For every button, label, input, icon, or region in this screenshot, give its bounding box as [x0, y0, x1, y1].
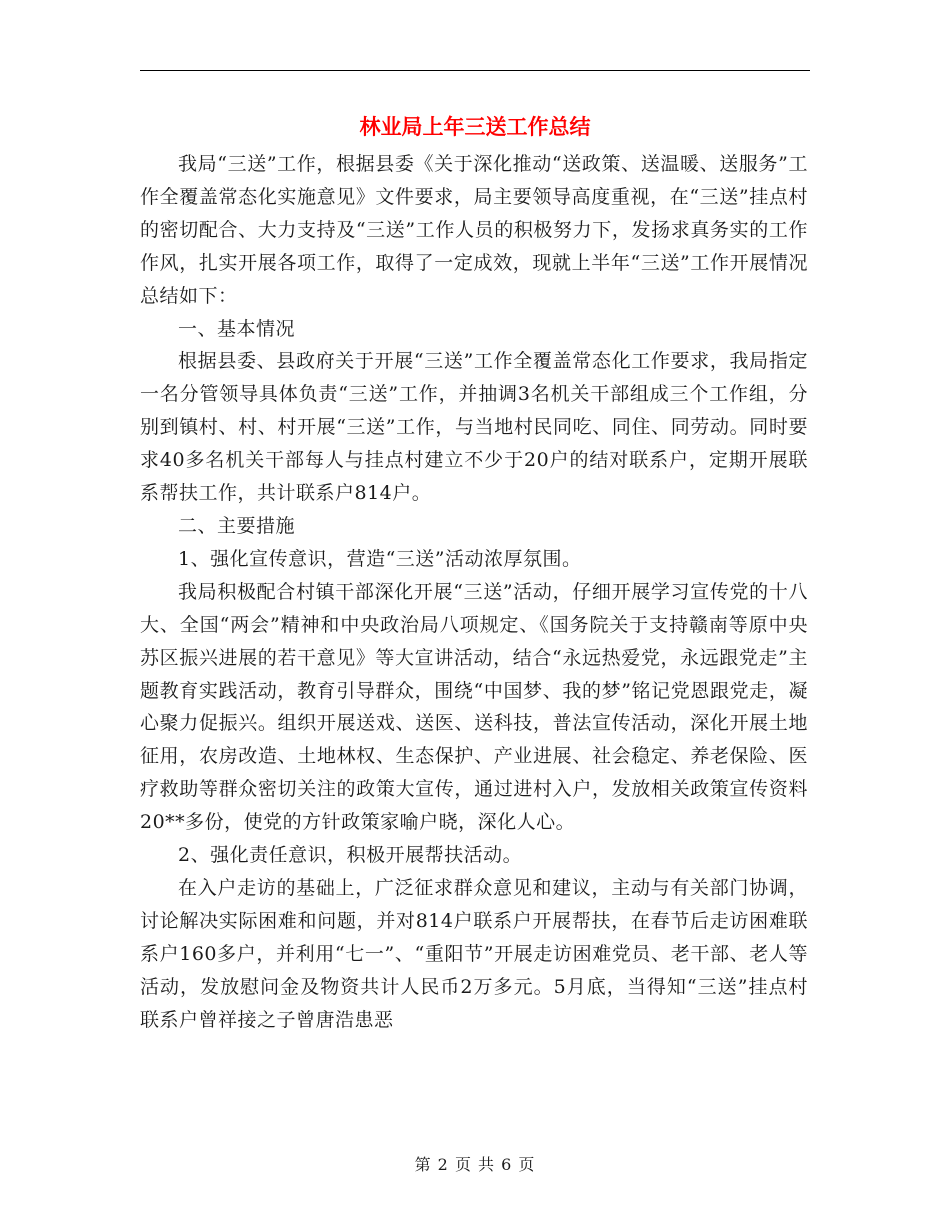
section-heading-basic-situation: 一、基本情况 — [178, 317, 296, 340]
section-heading-main-measures: 二、主要措施 — [178, 514, 296, 537]
paragraph-publicity: 我局积极配合村镇干部深化开展“三送”活动，仔细开展学习宣传党的十八大、全国“两会”精神和中央政治局八项规定、《国务院关于支持赣南等原中央苏区振兴进展的若干意见》等大宣讲活动，结合“永远热爱党，永远跟党走”主题教育实践活动，教育引导群众，围绕“中国梦、我的梦”铭记党恩跟党走，凝心聚力促振兴。组织开展送戏、送医、送科技，普法宣传活动，深化开展土地征用，农房改造、土地林权、生态保护、产业进展、社会稳定、养老保险、医疗救助等群众密切关注的政策大宣传，通过进村入户，发放相关政策宣传资料20**多份，使党的方针政策家喻户晓，深化人心。 — [140, 580, 808, 834]
subheading-responsibility: 2、强化责任意识，积极开展帮扶活动。 — [178, 844, 523, 867]
header-rule — [140, 70, 810, 71]
document-body — [140, 148, 808, 1036]
paragraph-intro: 我局“三送”工作，根据县委《关于深化推动“送政策、送温暖、送服务”工作全覆盖常态化实施意见》文件要求，局主要领导高度重视，在“三送”挂点村的密切配合、大力支持及“三送”工作人员的积极努力下，发扬求真务实的工作作风，扎实开展各项工作，取得了一定成效，现就上半年“三送”工作开展情况总结如下： — [140, 153, 808, 307]
subheading-publicity: 1、强化宣传意识，营造“三送”活动浓厚氛围。 — [178, 547, 582, 570]
paragraph-responsibility: 在入户走访的基础上，广泛征求群众意见和建议，主动与有关部门协调，讨论解决实际困难和问题，并对814户联系户开展帮扶，在春节后走访困难联系户160多户，并利用“七一”、“重阳节”开展走访困难党员、老干部、老人等活动，发放慰问金及物资共计人民币2万多元。5月底，当得知“三送”挂点村联系户曾祥接之子曾唐浩患恶 — [140, 876, 808, 1031]
paragraph-basic-situation: 根据县委、县政府关于开展“三送”工作全覆盖常态化工作要求，我局指定一名分管领导具体负责“三送”工作，并抽调3名机关干部组成三个工作组，分别到镇村、村、村开展“三送”工作，与当地村民同吃、同住、同劳动。同时要求40多名机关干部每人与挂点村建立不少于20户的结对联系户，定期开展联系帮扶工作，共计联系户814户。 — [140, 350, 808, 505]
document-title: 林业局上年三送工作总结 — [359, 115, 591, 139]
page-number: 第 2 页 共 6 页 — [414, 1155, 536, 1174]
